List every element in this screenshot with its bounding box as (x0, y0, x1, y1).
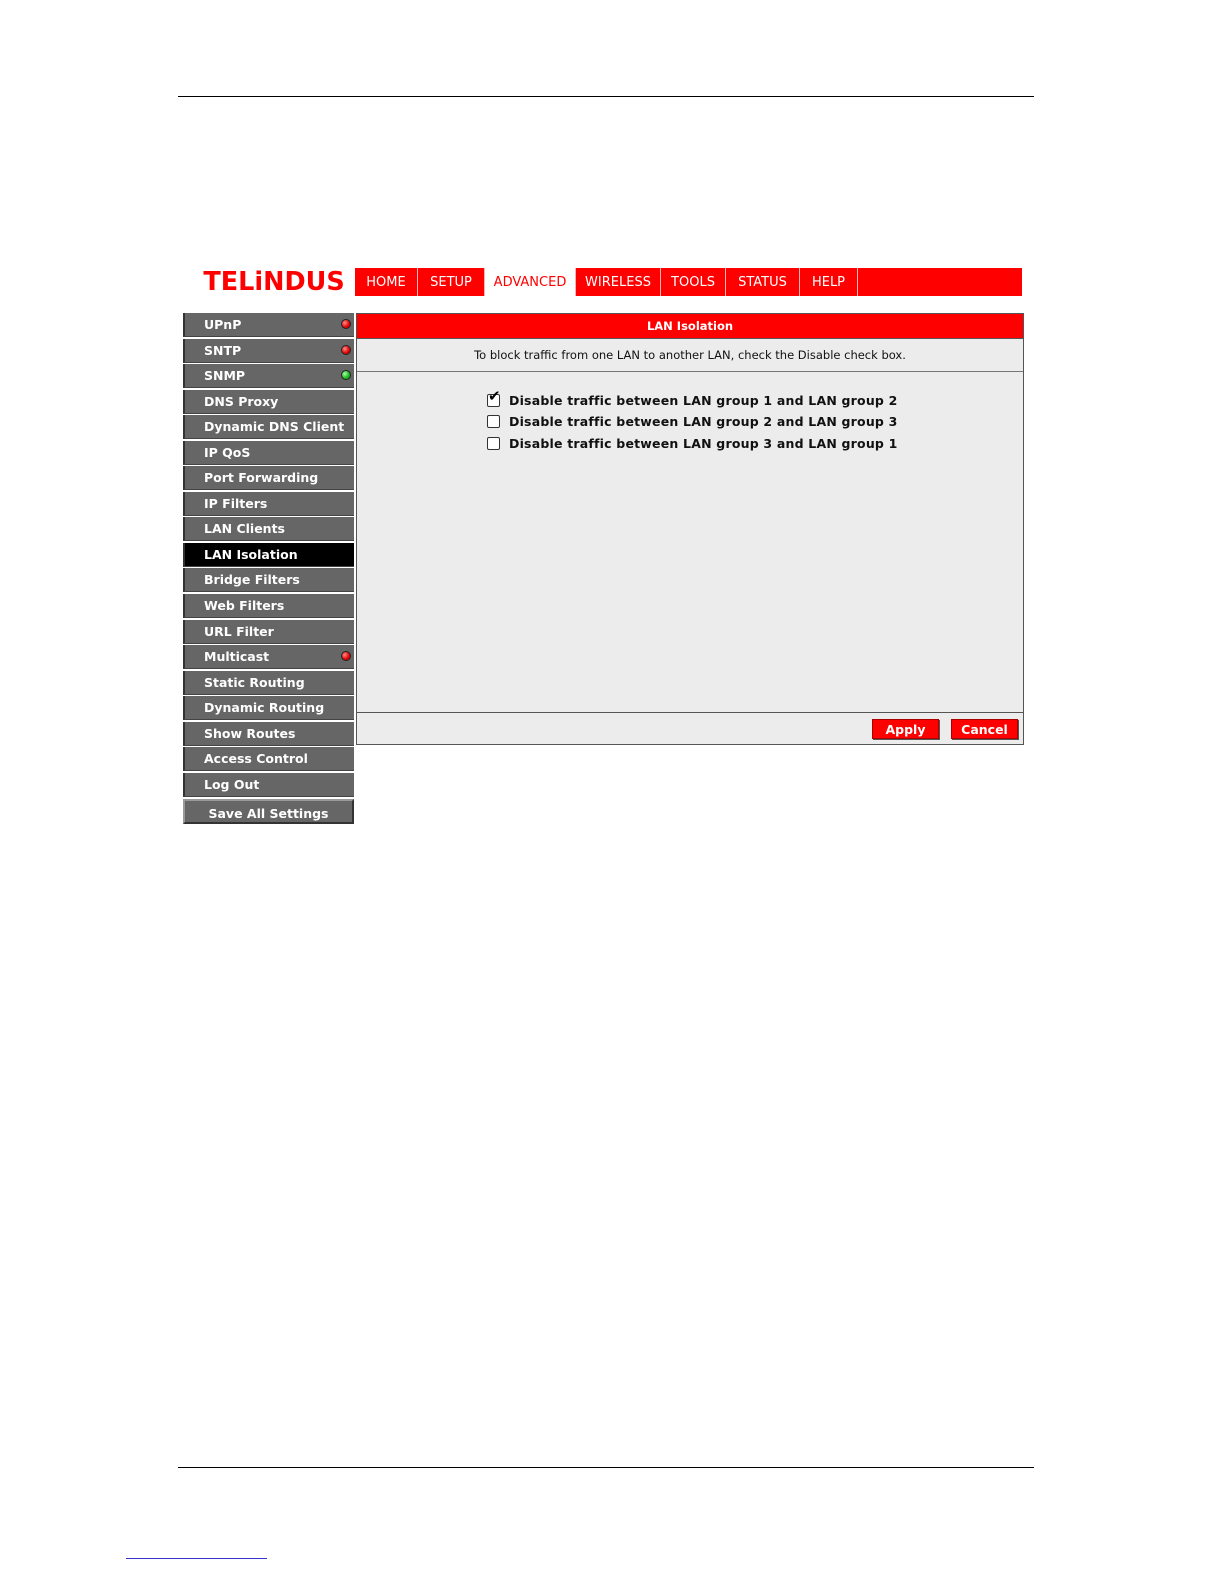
option-label: Disable traffic between LAN group 2 and LAN group 3 (509, 414, 898, 430)
panel-description: To block traffic from one LAN to another LAN, check the Disable check box. (357, 339, 1023, 372)
tab-setup[interactable]: SETUP (418, 268, 485, 296)
option-label: Disable traffic between LAN group 1 and LAN group 2 (509, 393, 898, 409)
sidebar-item-label: Bridge Filters (204, 572, 300, 588)
sidebar-item-ip-qos[interactable] (183, 441, 354, 465)
sidebar-item-label: IP Filters (204, 495, 268, 511)
sidebar-item-bridge-filters[interactable] (183, 568, 354, 592)
sidebar-item-upnp[interactable] (183, 313, 354, 337)
sidebar-item-label: UPnP (204, 317, 242, 332)
status-red-dot-icon (341, 319, 351, 329)
option-row-group-1-2[interactable] (487, 387, 898, 411)
sidebar-item-label: Dynamic DNS Client (204, 419, 345, 435)
apply-button[interactable]: Apply (872, 719, 939, 739)
sidebar-item-label: Show Routes (204, 725, 296, 741)
top-nav (355, 268, 1022, 296)
lan-isolation-panel (356, 313, 1024, 745)
checkbox-group-1-2[interactable] (487, 387, 501, 407)
option-row-group-3-1[interactable] (487, 433, 898, 454)
sidebar-item-label: Port Forwarding (204, 470, 319, 486)
checkbox-group-3-1[interactable] (487, 437, 500, 450)
sidebar-item-label: LAN Isolation (204, 546, 298, 562)
sidebar-item-show-routes[interactable] (183, 722, 354, 746)
sidebar-item-label: IP QoS (204, 444, 251, 460)
checkbox-group-2-3[interactable] (487, 415, 500, 428)
sidebar-item-dynamic-routing[interactable] (183, 696, 354, 720)
sidebar-item-multicast[interactable] (183, 645, 354, 669)
tab-status[interactable]: STATUS (726, 268, 800, 296)
panel-footer (357, 712, 1023, 744)
cancel-button[interactable]: Cancel (951, 719, 1018, 739)
sidebar-item-dns-proxy[interactable] (183, 390, 354, 414)
sidebar-item-lan-clients[interactable] (183, 517, 354, 541)
sidebar-item-label: DNS Proxy (204, 393, 279, 409)
panel-title: LAN Isolation (357, 314, 1023, 339)
sidebar-item-label: Dynamic Routing (204, 700, 325, 716)
sidebar-item-port-forwarding[interactable] (183, 466, 354, 490)
tab-wireless[interactable]: WIRELESS (576, 268, 661, 296)
lan-isolation-options (487, 387, 898, 454)
tab-tools[interactable]: TOOLS (661, 268, 726, 296)
sidebar-item-label: Web Filters (204, 598, 285, 614)
sidebar-item-label: Static Routing (204, 674, 305, 690)
status-red-dot-icon (341, 345, 351, 355)
sidebar-item-label: Log Out (204, 776, 260, 792)
sidebar-item-snmp[interactable] (183, 364, 354, 388)
sidebar-item-lan-isolation[interactable] (183, 543, 354, 567)
status-red-dot-icon (341, 651, 351, 661)
sidebar-item-sntp[interactable] (183, 339, 354, 363)
status-green-dot-icon (341, 370, 351, 380)
telindus-logo: TELiNDUS (203, 267, 345, 297)
sidebar-item-access-control[interactable] (183, 747, 354, 771)
tab-advanced[interactable]: ADVANCED (485, 268, 576, 296)
tab-help[interactable]: HELP (800, 268, 858, 296)
sidebar-item-ip-filters[interactable] (183, 492, 354, 516)
sidebar-item-label: Multicast (204, 649, 270, 665)
sidebar-item-label: URL Filter (204, 623, 274, 639)
sidebar-item-label: SNTP (204, 342, 242, 358)
page-bottom-rule (178, 1467, 1034, 1468)
sidebar-menu (183, 313, 354, 824)
sidebar-item-static-routing[interactable] (183, 671, 354, 695)
sidebar-item-web-filters[interactable] (183, 594, 354, 618)
sidebar-item-label: SNMP (204, 368, 246, 384)
sidebar-item-dynamic-dns-client[interactable] (183, 415, 354, 439)
sidebar-item-label: Access Control (204, 751, 308, 767)
footnote-rule (126, 1558, 267, 1559)
option-label: Disable traffic between LAN group 3 and LAN group 1 (509, 435, 898, 451)
sidebar-item-log-out[interactable] (183, 773, 354, 797)
page-top-rule (178, 96, 1034, 97)
tab-home[interactable]: HOME (355, 268, 418, 296)
option-row-group-2-3[interactable] (487, 411, 898, 432)
sidebar-item-label: LAN Clients (204, 521, 285, 537)
save-all-settings-button[interactable]: Save All Settings (183, 799, 354, 824)
sidebar-item-url-filter[interactable] (183, 620, 354, 644)
checkmark-icon: ✔ (488, 387, 501, 406)
